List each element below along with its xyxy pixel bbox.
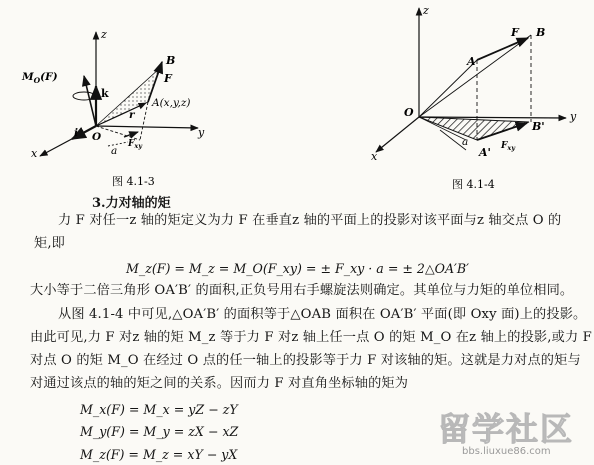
y-axis xyxy=(96,126,198,128)
o-label: O xyxy=(92,131,102,143)
f-label: F xyxy=(511,26,519,39)
para1-line1: 力 F 对任一z 轴的矩定义为力 F 在垂直z 轴的平面上的投影对该平面与z 轴交点 O 的 xyxy=(58,213,562,228)
equation-my: M_y(F) = M_y = zX − xZ xyxy=(80,424,239,439)
para3-line2: 由此可见,力 F 对z 轴的矩 M_z 等于力 F 对z 轴上任一点 O 的矩 M_O 在z 轴上的投影,或力 F xyxy=(30,330,592,345)
b-label: B xyxy=(166,54,176,67)
watermark-url: bbs.liuxue86.com xyxy=(462,446,551,457)
a-label: A xyxy=(467,55,476,68)
x-label: x xyxy=(31,147,38,160)
ap-label: A' xyxy=(479,146,491,159)
a-distance-label: a xyxy=(111,145,118,157)
o-label: O xyxy=(404,106,414,119)
a-point-label: A(x,y,z) xyxy=(152,97,191,109)
caption-left: 图 4.1-3 xyxy=(112,175,155,188)
para2: 大小等于二倍三角形 OA′B′ 的面积,正负号用右手螺旋法则确定。其单位与力矩的单位相同。 xyxy=(30,283,574,298)
f-label: F xyxy=(164,72,172,85)
z-label: z xyxy=(101,28,107,41)
figure-4-1-3 xyxy=(0,0,300,188)
fxy-vector xyxy=(124,132,138,137)
dashed-drop xyxy=(140,102,148,140)
moment-vector xyxy=(84,76,96,126)
para3-line1: 从图 4.1-4 中可见,△OA′B′ 的面积等于△OAB 面积在 OA′B′ 平面(即 Oxy 面)上的投影。 xyxy=(58,307,587,322)
equation-mz: M_z(F) = M_z = xY − yX xyxy=(80,447,238,462)
para3-line3: 对点 O 的矩 M_O 在经过 O 点的任一轴上的投影等于力 F 对该轴的矩。这就是力对点的矩与 xyxy=(30,353,581,368)
force-vector xyxy=(477,38,528,60)
watermark-logo: 留学社区 xyxy=(438,410,575,448)
y-label: y xyxy=(570,110,577,123)
equation-mx: M_x(F) = M_x = yZ − zY xyxy=(80,402,238,417)
para3-line4: 对通过该点的轴的矩之间的关系。因而力 F 对直角坐标轴的矩为 xyxy=(30,376,409,391)
x-axis xyxy=(376,117,419,152)
fxy-label: $F_{xy}$ xyxy=(128,139,143,150)
k-label: k xyxy=(101,87,109,100)
equation-main: M_z(F) = M_z = M_O(F_xy) = ± F_xy · a = ± 2△OA′B′ xyxy=(126,261,470,276)
i-label: i xyxy=(74,127,78,139)
moment-label: $M_O(F)$ xyxy=(22,71,58,85)
a-distance-label: a xyxy=(462,136,469,148)
caption-right: 图 4.1-4 xyxy=(452,178,495,191)
x-label: x xyxy=(371,150,378,163)
r-label: r xyxy=(129,109,135,121)
y-label: y xyxy=(198,126,205,139)
figure-4-1-4 xyxy=(300,0,594,195)
bp-label: B' xyxy=(532,120,545,133)
b-label: B xyxy=(536,26,546,39)
para1-line2: 矩,即 xyxy=(34,236,66,251)
z-label: z xyxy=(423,4,429,17)
fxy-label: $F_{xy}$ xyxy=(501,141,516,152)
rotation-arrow-icon xyxy=(73,92,95,100)
section-title: 3.力对轴的矩 xyxy=(92,196,171,211)
